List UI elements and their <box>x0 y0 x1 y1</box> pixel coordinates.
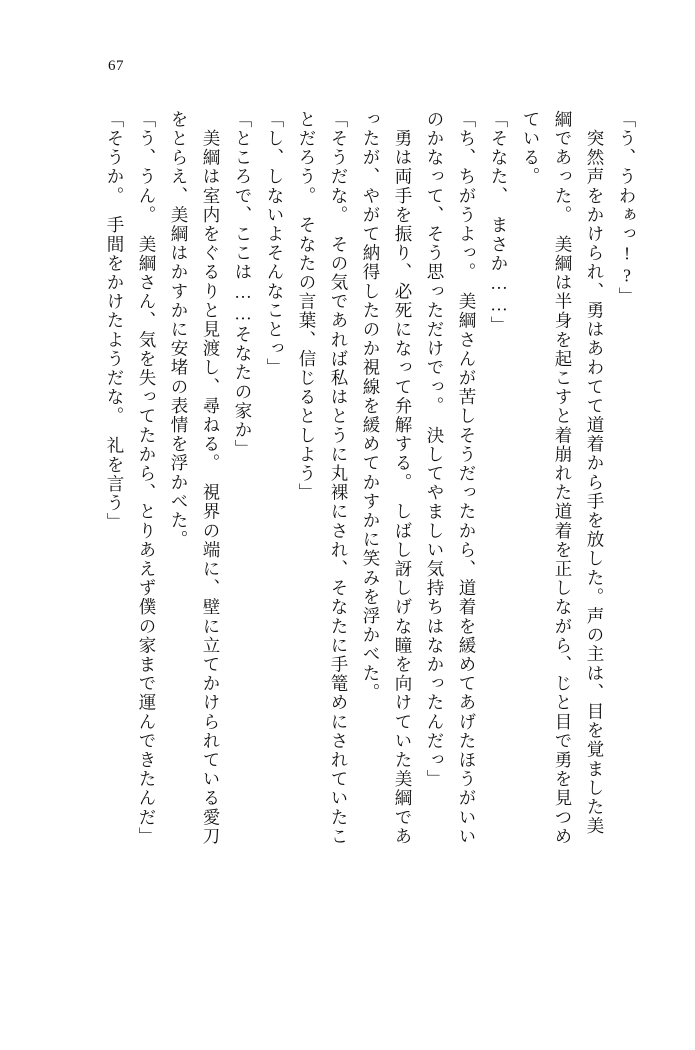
text-line: 「ところで、ここは……そなたの家か」 <box>233 110 253 459</box>
text-line: 「う、うわぁっ!?」 <box>617 110 637 306</box>
text-line: 勇は両手を振り、必死になって弁解する。 しばし訝しげな瞳を向けていた美綱であ <box>393 110 413 847</box>
text-line: 「ち、ちがうよっ。 美綱さんが苦しそうだったから、道着を緩めてあげたほうがいい <box>457 110 477 847</box>
text-line: 「し、しないよそんなことっ」 <box>265 110 285 378</box>
text-line: 美綱は室内をぐるりと見渡し、尋ねる。 視界の端に、壁に立てかけられている愛刀 <box>201 110 221 847</box>
text-line: とだろう。 そなたの言葉、信じるとしよう」 <box>297 110 317 503</box>
text-line: のかなって、そう思っただけでっ。 決してやましい気持ちはなかったんだっ」 <box>425 110 445 789</box>
text-line: 「う、うん。 美綱さん、気を失ってたから、とりあえず僕の家まで運んできたんだ」 <box>137 110 157 847</box>
page-number: 67 <box>108 58 124 74</box>
vertical-body-text <box>68 110 635 990</box>
text-line: 「そなた、 まさか……」 <box>489 110 509 336</box>
text-line: 綱であった。 美綱は半身を起こすと着崩れた道着を正しながら、じと目で勇を見つめ <box>553 110 573 847</box>
text-line: をとらえ、美綱はかすかに安堵の表情を浮かべた。 <box>169 110 189 550</box>
text-line: 「そうだな。 その気であれば私はとうに丸裸にされ、そなたに手篭めにされていたこ <box>329 110 349 847</box>
text-line: 「そうか。 手間をかけたようだな。 礼を言う」 <box>105 110 125 532</box>
text-line: ている。 <box>521 110 541 187</box>
text-line: ったが、やがて納得したのか視線を緩めてかすかに笑みを浮かべた。 <box>361 110 381 703</box>
text-line: 突然声をかけられ、勇はあわてて道着から手を放した。声の主は、目を覚ました美 <box>585 110 605 836</box>
